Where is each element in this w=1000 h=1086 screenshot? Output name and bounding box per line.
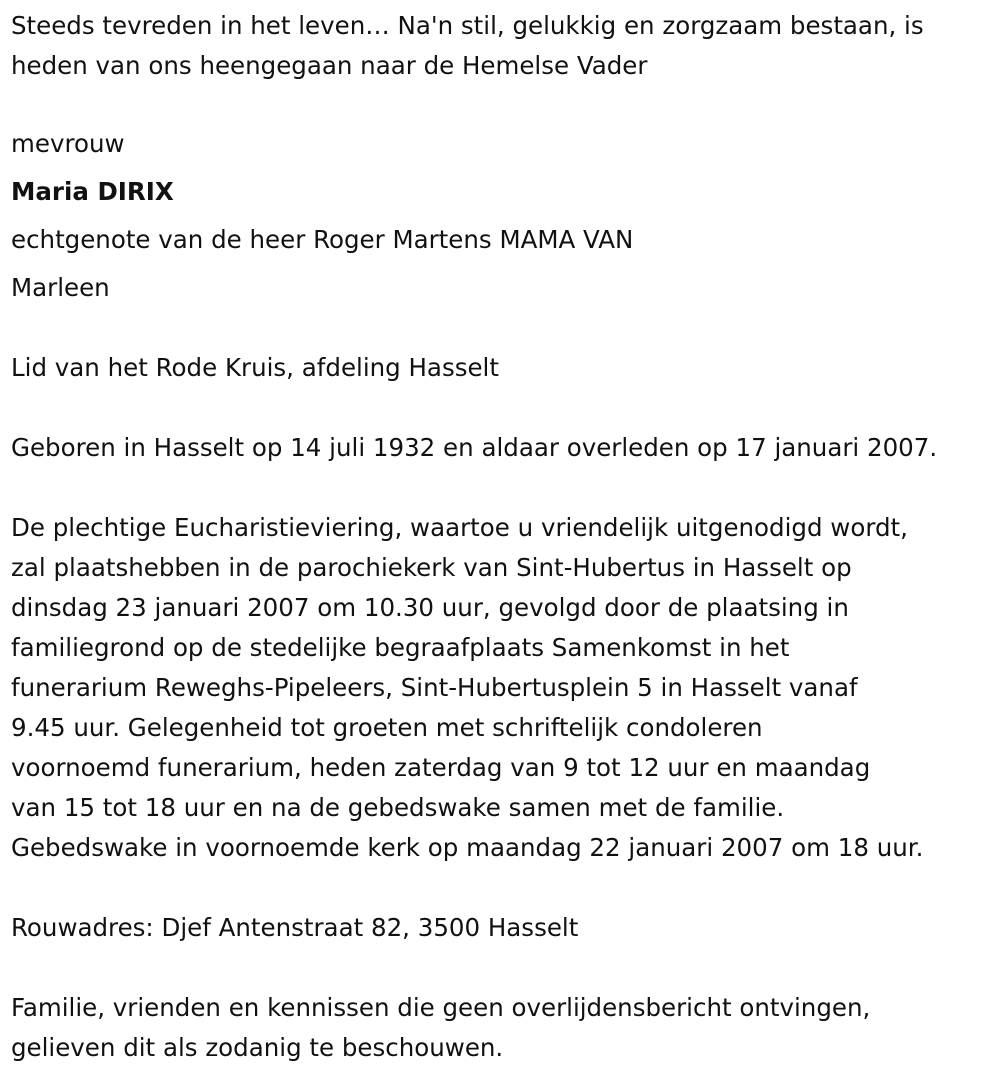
ceremony-line-9: Gebedswake in voornoemde kerk op maandag 22 januari 2007 om 18 uur. [11,833,924,862]
person-name: Maria DIRIX [11,177,174,206]
ceremony-line-6: 9.45 uur. Gelegenheid tot groeten met schriftelijk condoleren [11,713,763,742]
closing-paragraph [11,988,993,1068]
ceremony-paragraph [11,508,993,868]
address-line: Rouwadres: Djef Antenstraat 82, 3500 Hasselt [11,913,579,942]
intro-paragraph [11,6,993,86]
ceremony-line-3: dinsdag 23 januari 2007 om 10.30 uur, gevolgd door de plaatsing in [11,593,849,622]
ceremony-line-5: funerarium Reweghs-Pipeleers, Sint-Hubertusplein 5 in Hasselt vanaf [11,673,858,702]
person-title: mevrouw [11,129,125,158]
ceremony-line-4: familiegrond op de stedelijke begraafplaats Samenkomst in het [11,633,790,662]
ceremony-line-2: zal plaatshebben in de parochiekerk van Sint-Hubertus in Hasselt op [11,553,852,582]
intro-line-2: heden van ons heengegaan naar de Hemelse Vader [11,51,648,80]
membership-line: Lid van het Rode Kruis, afdeling Hasselt [11,353,499,382]
closing-line-2: gelieven dit als zodanig te beschouwen. [11,1033,504,1062]
ceremony-line-1: De plechtige Eucharistieviering, waartoe u vriendelijk uitgenodigd wordt, [11,513,908,542]
ceremony-line-7: voornoemd funerarium, heden zaterdag van 9 tot 12 uur en maandag [11,753,871,782]
intro-line-1: Steeds tevreden in het leven… Na'n stil, gelukkig en zorgzaam bestaan, is [11,11,924,40]
spouse-line: echtgenote van de heer Roger Martens MAMA VAN [11,225,634,254]
child-name: Marleen [11,273,110,302]
birth-death-line: Geboren in Hasselt op 14 juli 1932 en aldaar overleden op 17 januari 2007. [11,433,938,462]
obituary-document [11,6,993,1068]
ceremony-line-8: van 15 tot 18 uur en na de gebedswake samen met de familie. [11,793,785,822]
closing-line-1: Familie, vrienden en kennissen die geen overlijdensbericht ontvingen, [11,993,871,1022]
